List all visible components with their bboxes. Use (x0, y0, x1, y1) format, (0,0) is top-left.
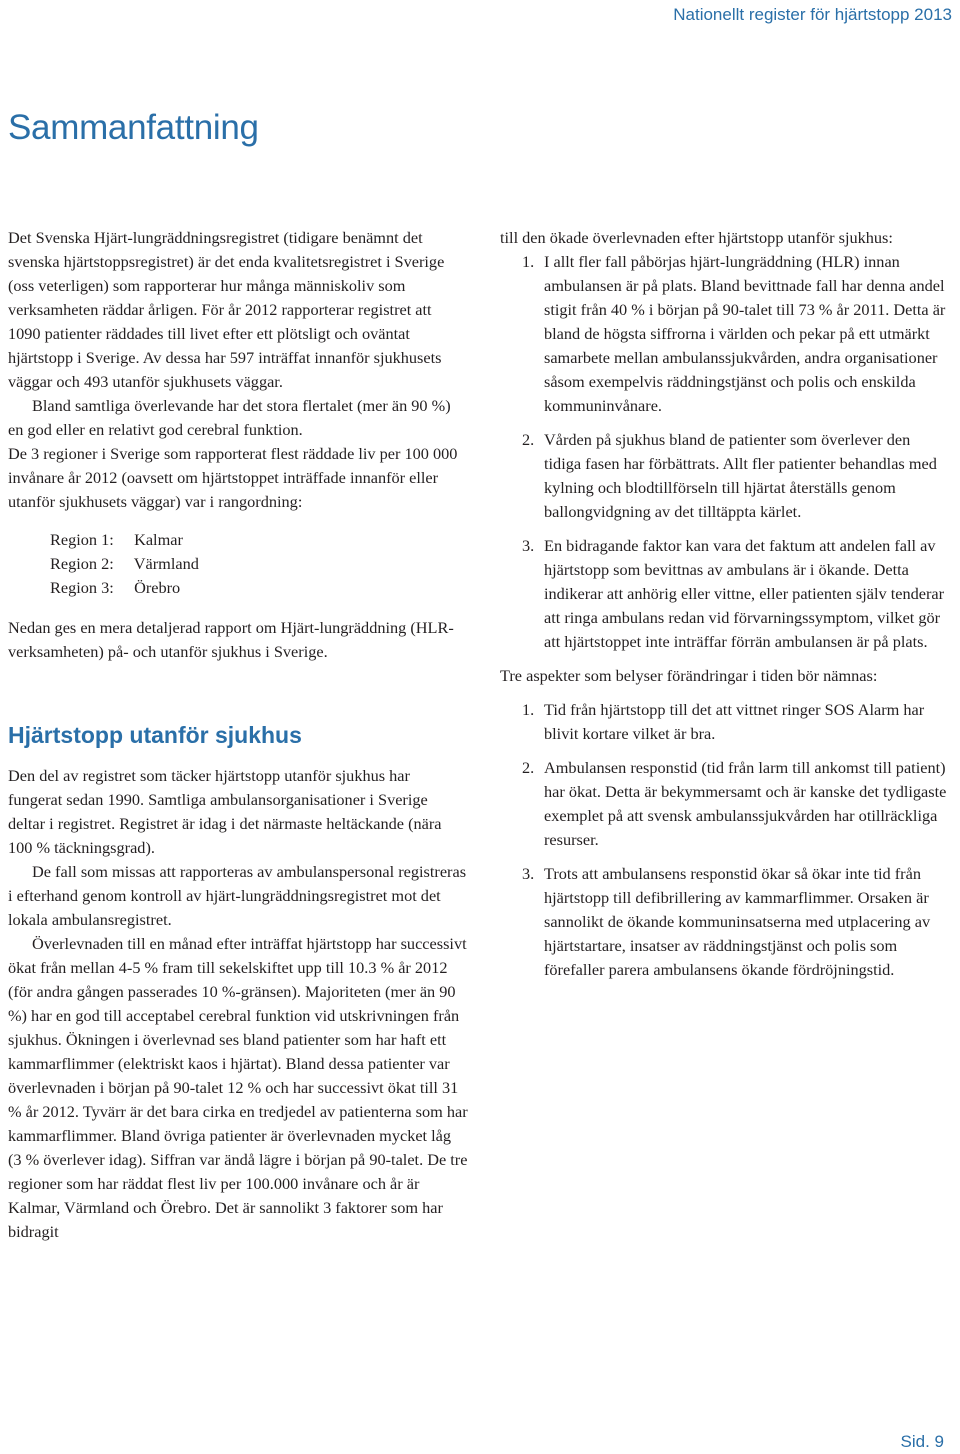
section-paragraph-1: Den del av registret som täcker hjärtstopp utanför sjukhus har fungerat sedan 1990. Samtliga ambulansorganisationer i Sverige deltar i registret. Registret är idag i det närmaste heltäckande (nära 100 % täckningsgrad). (8, 766, 442, 857)
section-paragraph-3: Överlevnaden till en månad efter inträffat hjärtstopp har successivt ökat från mellan 4-5 % fram till sekelskiftet upp till 10.3 % år 2012 (för andra gången passerades 10 %-gränsen). Majoriteten (mer än 90 %) har en god till acceptabel cerebral funktion vid utskrivningen från sjukhus. Ökningen i överlevnad ses bland patienter som har haft ett kammarflimmer (elektriskt kaos i hjärtat). Bland dessa patienter var överlevnaden i början på 90-talet 12 % och har successivt ökat till 31 % år 2012. Tyvärr är det bara cirka en tredjedel av patienterna som har kammarflimmer. Bland övriga patienter är överlevnaden mycket låg (3 % överlever idag). Siffran var ändå lägre i början på 90-talet. De tre regioner som har räddat flest liv per 100.000 invånare och år är Kalmar, Värmland och Örebro. Det är sannolikt 3 faktorer som har bidragit (8, 934, 468, 1241)
ranking-label: Region 3: (50, 578, 114, 597)
ranking-label: Region 2: (50, 554, 114, 573)
aspect-text: Trots att ambulansens responstid ökar så ökar inte tid från hjärtstopp till defibrillering av kammarflimmer. Orsaken är sannolikt de ökande kommuninsatserna med utplacering av hjärtstartare, insatser av räddningstjänst och polis som förefaller parera ambulansens ökande fördröjningstid. (544, 864, 931, 979)
factors-list (500, 250, 950, 654)
page-number: Sid. 9 (900, 1432, 944, 1451)
ranking-value: Örebro (134, 578, 181, 597)
aspect-item (500, 756, 950, 852)
region-ranking-list (50, 528, 468, 600)
aspect-number: 1. (522, 700, 535, 719)
section-heading: Hjärtstopp utanför sjukhus (8, 722, 302, 748)
ranking-value: Värmland (133, 554, 199, 573)
aspect-text: Tid från hjärtstopp till det att vittnet ringer SOS Alarm har blivit kortare vilket är bra. (544, 700, 925, 743)
factor-item (500, 250, 950, 418)
intro-paragraph-3: De 3 regioner i Sverige som rapporterat flest räddade liv per 100 000 invånare år 2012 (oavsett om hjärtstoppet inträffade innanför eller utanför sjukhusets väggar) var i rangordning: (8, 444, 458, 511)
page-title: Sammanfattning (8, 108, 259, 147)
aspects-list (500, 698, 950, 982)
running-header: Nationellt register för hjärtstopp 2013 (673, 5, 952, 24)
aspect-item (500, 862, 950, 982)
ranking-item (50, 576, 468, 600)
factor-text: En bidragande faktor kan vara det faktum att andelen fall av hjärtstopp som bevittnas av ambulans är i ökande. Detta indikerar att anhörig eller vittne, eller patienten själv tenderar att ringa ambulans redan vid förvarningssymptom, vilket gör att hjärtstoppet inte inträffar förrän ambulansen är på plats. (544, 536, 945, 651)
aspect-text: Ambulansen responstid (tid från larm till ankomst till patient) har ökat. Detta är bekymmersamt och är kanske det tydligaste exemplet på att svensk ambulanssjukvården har otillräckliga resurser. (544, 758, 947, 849)
factor-number: 2. (522, 430, 535, 449)
left-column (8, 226, 468, 1244)
ranking-item (50, 552, 468, 576)
factor-text: Vården på sjukhus bland de patienter som överlever den tidiga fasen har förbättrats. Allt fler patienter behandlas med kylning och blodtillförseln till hjärtat återställs genom ballongvidgning av det tilltäppta kärlet. (544, 430, 937, 521)
intro-paragraph-2: Bland samtliga överlevande har det stora flertalet (mer än 90 %) en god eller en relativt god cerebral funktion. (8, 396, 451, 439)
ranking-item (50, 528, 468, 552)
factor-item (500, 534, 950, 654)
aspect-item (500, 698, 950, 746)
factor-text: I allt fler fall påbörjas hjärt-lungräddning (HLR) innan ambulansen är på plats. Bland bevittnade fall har denna andel stigit från 40 % i början på 90-talet till 73 % år 2011. Detta är bland de högsta siffrorna i världen och pekar på ett utmärkt samarbete mellan ambulanssjukvården, andra organisationer såsom exempelvis räddningstjänst och polis och enskilda kommuninvånare. (544, 252, 946, 415)
ranking-label: Region 1: (50, 530, 114, 549)
aspect-number: 3. (522, 864, 535, 883)
continuation-paragraph: till den ökade överlevnaden efter hjärtstopp utanför sjukhus: (500, 228, 893, 247)
intro-paragraph-4: Nedan ges en mera detaljerad rapport om Hjärt-lungräddning (HLR-verksamheten) på- och utanför sjukhus i Sverige. (8, 618, 454, 661)
factor-item (500, 428, 950, 524)
factor-number: 3. (522, 536, 535, 555)
factor-number: 1. (522, 252, 535, 271)
aspects-intro: Tre aspekter som belyser förändringar i tiden bör nämnas: (500, 666, 878, 685)
section-paragraph-2: De fall som missas att rapporteras av ambulanspersonal registreras i efterhand genom kontroll av hjärt-lungräddningsregistret mot det lokala ambulansregistret. (8, 862, 467, 929)
right-column (500, 226, 950, 992)
ranking-value: Kalmar (134, 530, 183, 549)
aspect-number: 2. (522, 758, 535, 777)
intro-paragraph-1: Det Svenska Hjärt-lungräddningsregistret (tidigare benämnt det svenska hjärtstoppsregistret) är det enda kvalitetsregistret i Sverige (oss veterligen) som rapporterar hur många människoliv som verksamheten räddar årligen. För år 2012 rapporterar registret att 1090 patienter räddades till livet efter ett plötsligt och oväntat hjärtstopp i Sverige. Av dessa har 597 inträffat innanför sjukhusets väggar och 493 utanför sjukhusets väggar. (8, 228, 445, 391)
